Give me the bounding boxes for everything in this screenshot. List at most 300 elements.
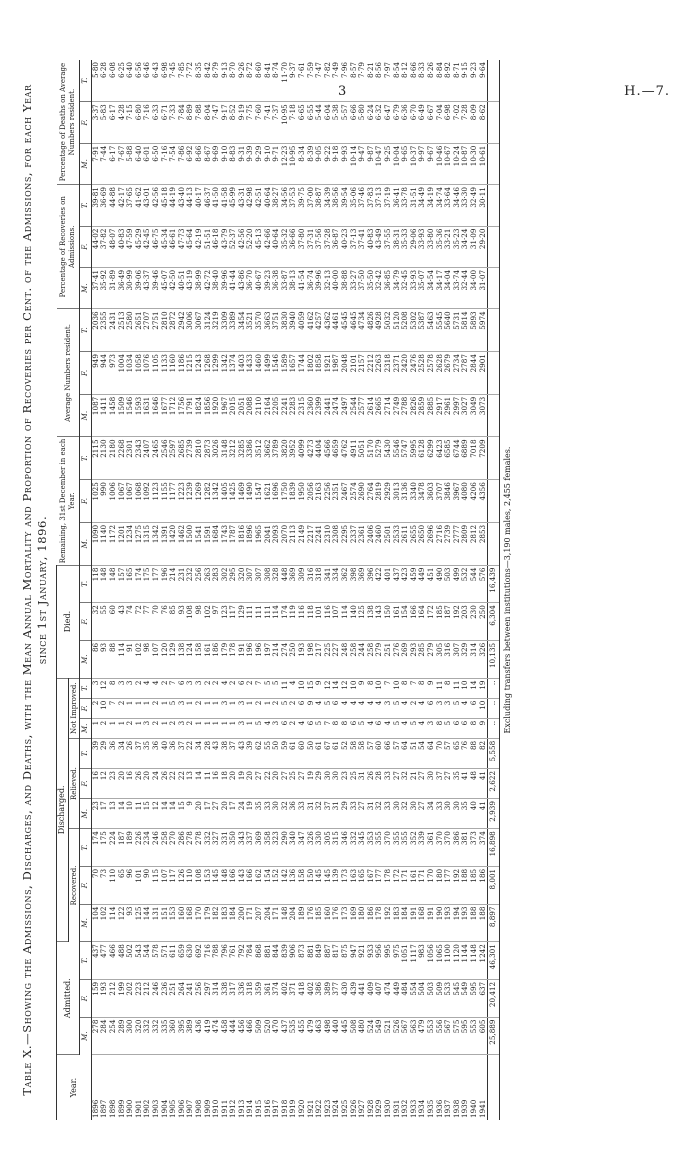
value-cell: 5747 bbox=[401, 437, 410, 480]
value-cell: 369 bbox=[255, 829, 264, 867]
value-cell: 193 bbox=[100, 979, 109, 1017]
year-cell: 1913 bbox=[236, 1099, 246, 1118]
value-cell: 350 bbox=[229, 829, 238, 867]
value-cell: 23 bbox=[341, 768, 350, 798]
table-row bbox=[358, 60, 367, 1120]
value-cell: 37 bbox=[436, 768, 445, 798]
value-cell: 444 bbox=[229, 1017, 238, 1055]
value-cell: 25 bbox=[289, 768, 298, 798]
header-sex-t: T. bbox=[80, 678, 92, 698]
value-cell: 1299 bbox=[212, 352, 221, 395]
value-cell: 188 bbox=[470, 904, 479, 942]
value-cell: 5546 bbox=[393, 437, 402, 480]
value-cell: 126 bbox=[178, 866, 187, 904]
value-cell: 402 bbox=[307, 979, 316, 1017]
header-year: Year. bbox=[57, 1055, 92, 1120]
value-cell: 232 bbox=[186, 565, 195, 603]
value-cell: 180 bbox=[358, 904, 367, 942]
value-cell: 41 bbox=[479, 768, 488, 798]
value-cell: 1816 bbox=[238, 522, 247, 565]
value-cell: 8 bbox=[341, 718, 350, 738]
value-cell: 796 bbox=[221, 942, 230, 980]
header-sex-t: T. bbox=[80, 942, 92, 980]
value-cell: 17 bbox=[100, 799, 109, 829]
value-cell: 4 bbox=[143, 678, 152, 698]
value-cell: 145 bbox=[212, 866, 221, 904]
value-cell: 58 bbox=[350, 738, 359, 768]
value-cell: 165 bbox=[126, 565, 135, 603]
value-cell: 2580 bbox=[126, 309, 135, 352]
header-sex-m: M. bbox=[80, 522, 92, 565]
value-cell: 183 bbox=[221, 904, 230, 942]
value-cell: 361 bbox=[264, 979, 273, 1017]
value-cell: 40 bbox=[470, 799, 479, 829]
value-cell: 11·70 bbox=[281, 60, 290, 102]
year-cell: 1924 bbox=[331, 1099, 341, 1118]
header-sex-f: F. bbox=[80, 352, 92, 395]
value-cell: 42·19 bbox=[195, 226, 204, 267]
value-cell: 4 bbox=[358, 698, 367, 718]
value-cell: 70 bbox=[91, 866, 100, 904]
value-cell: 284 bbox=[100, 1017, 109, 1055]
value-cell: 401 bbox=[384, 565, 393, 603]
value-cell: 1315 bbox=[143, 522, 152, 565]
table-row bbox=[272, 60, 281, 1120]
total-cell bbox=[488, 267, 500, 308]
value-cell: 2513 bbox=[118, 309, 127, 352]
value-cell: 5 bbox=[255, 718, 264, 738]
value-cell: 34 bbox=[195, 738, 204, 768]
value-cell: 22 bbox=[186, 738, 195, 768]
table-row bbox=[350, 60, 359, 1120]
value-cell: 10·24 bbox=[453, 143, 462, 184]
value-cell: 12 bbox=[324, 678, 333, 698]
value-cell: 29·06 bbox=[410, 226, 419, 267]
value-cell: 11 bbox=[453, 678, 462, 698]
value-cell: 46·18 bbox=[212, 226, 221, 267]
value-cell: 34 bbox=[118, 738, 127, 768]
value-cell: 2 bbox=[212, 678, 221, 698]
table-row bbox=[255, 60, 264, 1120]
value-cell: 27 bbox=[393, 768, 402, 798]
value-cell: 20 bbox=[195, 799, 204, 829]
value-cell: 5640 bbox=[444, 309, 453, 352]
year-cell: 1909 bbox=[202, 1099, 212, 1118]
value-cell: 203 bbox=[461, 603, 470, 641]
value-cell: 1056 bbox=[427, 942, 436, 980]
value-cell: 4206 bbox=[470, 480, 479, 523]
value-cell: 33 bbox=[436, 799, 445, 829]
value-cell: 123 bbox=[221, 603, 230, 641]
value-cell: 32 bbox=[281, 799, 290, 829]
value-cell: 36 bbox=[289, 799, 298, 829]
value-cell: 157 bbox=[118, 565, 127, 603]
value-cell: 20 bbox=[229, 768, 238, 798]
value-cell: 44·13 bbox=[186, 185, 195, 226]
value-cell: 285 bbox=[418, 640, 427, 678]
value-cell: 33·64 bbox=[444, 185, 453, 226]
value-cell: 8·54 bbox=[393, 60, 402, 102]
year-cell: 1906 bbox=[176, 1099, 186, 1118]
value-cell: 129 bbox=[169, 640, 178, 678]
value-cell: 158 bbox=[298, 866, 307, 904]
value-cell: 370 bbox=[444, 829, 453, 867]
value-cell: 1 bbox=[161, 718, 170, 738]
total-cell: 10,135 bbox=[488, 640, 500, 678]
value-cell: 10·95 bbox=[289, 143, 298, 184]
value-cell: 293 bbox=[410, 640, 419, 678]
value-cell: 37·41 bbox=[358, 226, 367, 267]
value-cell: 881 bbox=[307, 942, 316, 980]
value-cell: 1282 bbox=[204, 480, 213, 523]
value-cell: 5208 bbox=[401, 309, 410, 352]
value-cell: 37 bbox=[135, 738, 144, 768]
value-cell: 153 bbox=[169, 904, 178, 942]
value-cell: 5 bbox=[264, 678, 273, 698]
value-cell: 2318 bbox=[384, 352, 393, 395]
value-cell: 3967 bbox=[453, 480, 462, 523]
value-cell: 3067 bbox=[195, 309, 204, 352]
value-cell: 9·87 bbox=[367, 143, 376, 184]
value-cell: 1058 bbox=[135, 352, 144, 395]
value-cell: 32·44 bbox=[461, 267, 470, 308]
value-cell: 339 bbox=[418, 829, 427, 867]
header-sex-f: F. bbox=[80, 480, 92, 523]
value-cell: 343 bbox=[238, 829, 247, 867]
value-cell: 111 bbox=[246, 603, 255, 641]
value-cell: 33·30 bbox=[461, 185, 470, 226]
table-row bbox=[169, 60, 178, 1120]
value-cell: 6 bbox=[178, 678, 187, 698]
value-cell: 7·15 bbox=[126, 102, 135, 143]
value-cell: 256 bbox=[195, 565, 204, 603]
value-cell: 10·47 bbox=[375, 143, 384, 184]
value-cell: 39·96 bbox=[315, 267, 324, 308]
value-cell: 1802 bbox=[307, 352, 316, 395]
value-cell: 430 bbox=[341, 979, 350, 1017]
value-cell: 2578 bbox=[427, 352, 436, 395]
value-cell: 396 bbox=[367, 565, 376, 603]
value-cell: 200 bbox=[238, 904, 247, 942]
value-cell: 3 bbox=[436, 698, 445, 718]
value-cell: 111 bbox=[255, 603, 264, 641]
table-row bbox=[91, 60, 100, 1120]
value-cell: 1500 bbox=[186, 522, 195, 565]
value-cell: 8 bbox=[109, 678, 118, 698]
value-cell: 33 bbox=[264, 799, 273, 829]
value-cell: 6·50 bbox=[152, 143, 161, 184]
table-body bbox=[91, 60, 499, 1120]
value-cell: 104 bbox=[91, 904, 100, 942]
year-cell: 1905 bbox=[168, 1099, 178, 1118]
value-cell: 2056 bbox=[307, 480, 316, 523]
value-cell: 2650 bbox=[418, 522, 427, 565]
header-sex-m: M. bbox=[80, 143, 92, 184]
value-cell: 8 bbox=[436, 718, 445, 738]
header-sex-m: M. bbox=[80, 1017, 92, 1055]
value-cell: 29 bbox=[315, 768, 324, 798]
header-not-improved: Not Improved. bbox=[68, 678, 80, 738]
value-cell: 332 bbox=[204, 829, 213, 867]
header-sex-m: M. bbox=[80, 904, 92, 942]
value-cell: 7·18 bbox=[289, 102, 298, 143]
value-cell: 2528 bbox=[418, 352, 427, 395]
value-cell: 2628 bbox=[436, 352, 445, 395]
value-cell: 16 bbox=[212, 768, 221, 798]
value-cell: 374 bbox=[479, 829, 488, 867]
value-cell: 359 bbox=[255, 979, 264, 1017]
value-cell: 8·42 bbox=[204, 60, 213, 102]
value-cell: 36·66 bbox=[289, 226, 298, 267]
value-cell: 595 bbox=[461, 1017, 470, 1055]
value-cell: 3148 bbox=[221, 437, 230, 480]
value-cell: 10 bbox=[298, 678, 307, 698]
value-cell: 107 bbox=[161, 866, 170, 904]
value-cell: 545 bbox=[453, 979, 462, 1017]
value-cell: 556 bbox=[436, 1017, 445, 1055]
value-cell: 9·97 bbox=[418, 143, 427, 184]
value-cell: 1065 bbox=[436, 942, 445, 980]
value-cell: 42·45 bbox=[143, 226, 152, 267]
value-cell: 2048 bbox=[341, 352, 350, 395]
value-cell: 35·23 bbox=[453, 226, 462, 267]
value-cell: 440 bbox=[332, 1017, 341, 1055]
value-cell: 441 bbox=[358, 979, 367, 1017]
value-cell: 2407 bbox=[143, 437, 152, 480]
value-cell: 509 bbox=[255, 1017, 264, 1055]
table-row bbox=[186, 60, 195, 1120]
value-cell: 1696 bbox=[272, 480, 281, 523]
value-cell: 921 bbox=[358, 942, 367, 980]
value-cell: 258 bbox=[161, 829, 170, 867]
value-cell: 1420 bbox=[169, 522, 178, 565]
value-cell: 7·28 bbox=[461, 102, 470, 143]
value-cell: 320 bbox=[135, 1017, 144, 1055]
value-cell: 34·24 bbox=[461, 226, 470, 267]
value-cell: 35 bbox=[453, 768, 462, 798]
value-cell: 1684 bbox=[212, 522, 221, 565]
value-cell: 29 bbox=[341, 799, 350, 829]
year-cell: 1926 bbox=[348, 1099, 358, 1118]
value-cell: 116 bbox=[298, 603, 307, 641]
value-cell: 36 bbox=[109, 738, 118, 768]
total-cell bbox=[488, 437, 500, 480]
total-cell bbox=[488, 352, 500, 395]
value-cell: 499 bbox=[453, 565, 462, 603]
value-cell: 3 bbox=[186, 678, 195, 698]
value-cell: 171 bbox=[418, 866, 427, 904]
value-cell: 35·50 bbox=[367, 267, 376, 308]
value-cell: 5 bbox=[272, 678, 281, 698]
value-cell: 389 bbox=[186, 1017, 195, 1055]
value-cell: 533 bbox=[444, 979, 453, 1017]
value-cell: 194 bbox=[453, 904, 462, 942]
value-cell: 31 bbox=[332, 799, 341, 829]
total-cell bbox=[488, 226, 500, 267]
value-cell: 16 bbox=[91, 768, 100, 798]
value-cell: 2 bbox=[272, 698, 281, 718]
value-cell: 64 bbox=[401, 738, 410, 768]
value-cell: 6744 bbox=[453, 437, 462, 480]
value-cell: 191 bbox=[238, 640, 247, 678]
total-cell bbox=[488, 309, 500, 352]
value-cell: 1950 bbox=[298, 480, 307, 523]
value-cell: 1411 bbox=[100, 394, 109, 437]
value-cell: 3 bbox=[143, 718, 152, 738]
value-cell: 1 bbox=[195, 718, 204, 738]
year-cell: 1932 bbox=[400, 1099, 410, 1118]
value-cell: 15 bbox=[178, 799, 187, 829]
value-cell: 4 bbox=[418, 698, 427, 718]
value-cell: 154 bbox=[401, 603, 410, 641]
value-cell: 458 bbox=[221, 1017, 230, 1055]
value-cell: 484 bbox=[401, 979, 410, 1017]
value-cell: 2 bbox=[246, 678, 255, 698]
value-cell: 7 bbox=[384, 678, 393, 698]
value-cell: 7 bbox=[169, 678, 178, 698]
value-cell: 187 bbox=[118, 829, 127, 867]
value-cell: 12 bbox=[341, 678, 350, 698]
value-cell: 1791 bbox=[186, 394, 195, 437]
value-cell: 437 bbox=[91, 942, 100, 980]
value-cell: 40·23 bbox=[341, 226, 350, 267]
value-cell: 4 bbox=[461, 698, 470, 718]
value-cell: 2 bbox=[161, 678, 170, 698]
value-cell: 129 bbox=[238, 603, 247, 641]
value-cell: 439 bbox=[350, 979, 359, 1017]
value-cell: 2 bbox=[204, 678, 213, 698]
year-cell: 1929 bbox=[374, 1099, 384, 1118]
value-cell: 227 bbox=[332, 640, 341, 678]
table-row bbox=[221, 60, 230, 1120]
year-cell: 1903 bbox=[150, 1099, 160, 1118]
value-cell: 338 bbox=[221, 979, 230, 1017]
value-cell: 32 bbox=[401, 799, 410, 829]
value-cell: 175 bbox=[100, 829, 109, 867]
value-cell: 2474 bbox=[332, 394, 341, 437]
header-sex-m: M. bbox=[80, 718, 92, 738]
value-cell: 8·33 bbox=[418, 60, 427, 102]
value-cell: 520 bbox=[264, 1017, 273, 1055]
value-cell: 32·42 bbox=[375, 267, 384, 308]
value-cell: 360 bbox=[169, 1017, 178, 1055]
header-admitted: Admitted. bbox=[57, 942, 80, 1055]
value-cell: 4162 bbox=[307, 309, 316, 352]
value-cell: 9 bbox=[315, 678, 324, 698]
value-cell: 2310 bbox=[324, 522, 333, 565]
value-cell: 2714 bbox=[384, 394, 393, 437]
value-cell: 2268 bbox=[118, 437, 127, 480]
value-cell: 7·16 bbox=[143, 102, 152, 143]
value-cell: 9·13 bbox=[221, 60, 230, 102]
value-cell: 102 bbox=[135, 640, 144, 678]
value-cell: 35·32 bbox=[281, 226, 290, 267]
value-cell: 185 bbox=[436, 603, 445, 641]
value-cell: 14 bbox=[118, 799, 127, 829]
value-cell: 6·40 bbox=[135, 143, 144, 184]
value-cell: 60 bbox=[375, 738, 384, 768]
value-cell: 975 bbox=[393, 942, 402, 980]
value-cell: 12 bbox=[100, 678, 109, 698]
value-cell: 326 bbox=[307, 829, 316, 867]
value-cell: 72 bbox=[135, 603, 144, 641]
value-cell: 167 bbox=[367, 866, 376, 904]
total-cell: .. bbox=[488, 698, 500, 718]
value-cell: 45·29 bbox=[135, 226, 144, 267]
value-cell: 309 bbox=[298, 565, 307, 603]
value-cell: 11 bbox=[281, 678, 290, 698]
value-cell: 10·95 bbox=[281, 102, 290, 143]
value-cell: 115 bbox=[152, 866, 161, 904]
value-cell: 2343 bbox=[135, 437, 144, 480]
value-cell: 9·05 bbox=[315, 143, 324, 184]
value-cell: 1403 bbox=[238, 352, 247, 395]
value-cell: 8·56 bbox=[375, 60, 384, 102]
value-cell: 2 bbox=[118, 698, 127, 718]
value-cell: 7018 bbox=[470, 437, 479, 480]
value-cell: 2690 bbox=[358, 480, 367, 523]
value-cell: 3·37 bbox=[91, 102, 100, 143]
value-cell: 35·07 bbox=[418, 267, 427, 308]
value-cell: 214 bbox=[169, 565, 178, 603]
value-cell: 184 bbox=[229, 904, 238, 942]
value-cell: 308 bbox=[264, 565, 273, 603]
value-cell: 9 bbox=[479, 718, 488, 738]
value-cell: 59 bbox=[281, 738, 290, 768]
value-cell: 1268 bbox=[204, 352, 213, 395]
value-cell: 2716 bbox=[436, 522, 445, 565]
value-cell: 269 bbox=[401, 640, 410, 678]
value-cell: 1269 bbox=[195, 480, 204, 523]
value-cell: 1342 bbox=[212, 480, 221, 523]
value-cell: 2070 bbox=[281, 522, 290, 565]
value-cell: 279 bbox=[427, 640, 436, 678]
value-cell: 199 bbox=[118, 979, 127, 1017]
value-cell: 1744 bbox=[298, 352, 307, 395]
table-row bbox=[161, 60, 170, 1120]
value-cell: 7·96 bbox=[341, 60, 350, 102]
year-cell: 1900 bbox=[125, 1099, 135, 1118]
value-cell: 15 bbox=[307, 678, 316, 698]
value-cell: 32 bbox=[315, 799, 324, 829]
value-cell: 34·74 bbox=[436, 185, 445, 226]
value-cell: 36·87 bbox=[332, 226, 341, 267]
value-cell: 2115 bbox=[91, 437, 100, 480]
value-cell: 1051 bbox=[401, 942, 410, 980]
value-cell: 6 bbox=[332, 698, 341, 718]
table-row bbox=[324, 60, 333, 1120]
value-cell: 184 bbox=[401, 904, 410, 942]
value-cell: 370 bbox=[436, 829, 445, 867]
table-row bbox=[264, 60, 273, 1120]
value-cell: 9·31 bbox=[238, 143, 247, 184]
value-cell: 2544 bbox=[350, 394, 359, 437]
value-cell: 10 bbox=[461, 678, 470, 698]
value-cell: 1133 bbox=[161, 352, 170, 395]
value-cell: 34·00 bbox=[470, 267, 479, 308]
value-cell: 7 bbox=[410, 678, 419, 698]
value-cell: 55 bbox=[100, 603, 109, 641]
value-cell: 377 bbox=[332, 979, 341, 1017]
value-cell: 2441 bbox=[324, 394, 333, 437]
value-cell: 110 bbox=[109, 866, 118, 904]
year-cell: 1898 bbox=[107, 1099, 117, 1118]
value-cell: 1004 bbox=[118, 352, 127, 395]
value-cell: 6·32 bbox=[375, 102, 384, 143]
value-cell: 1743 bbox=[221, 522, 230, 565]
value-cell: 10·61 bbox=[479, 143, 488, 184]
value-cell: 38·87 bbox=[315, 185, 324, 226]
